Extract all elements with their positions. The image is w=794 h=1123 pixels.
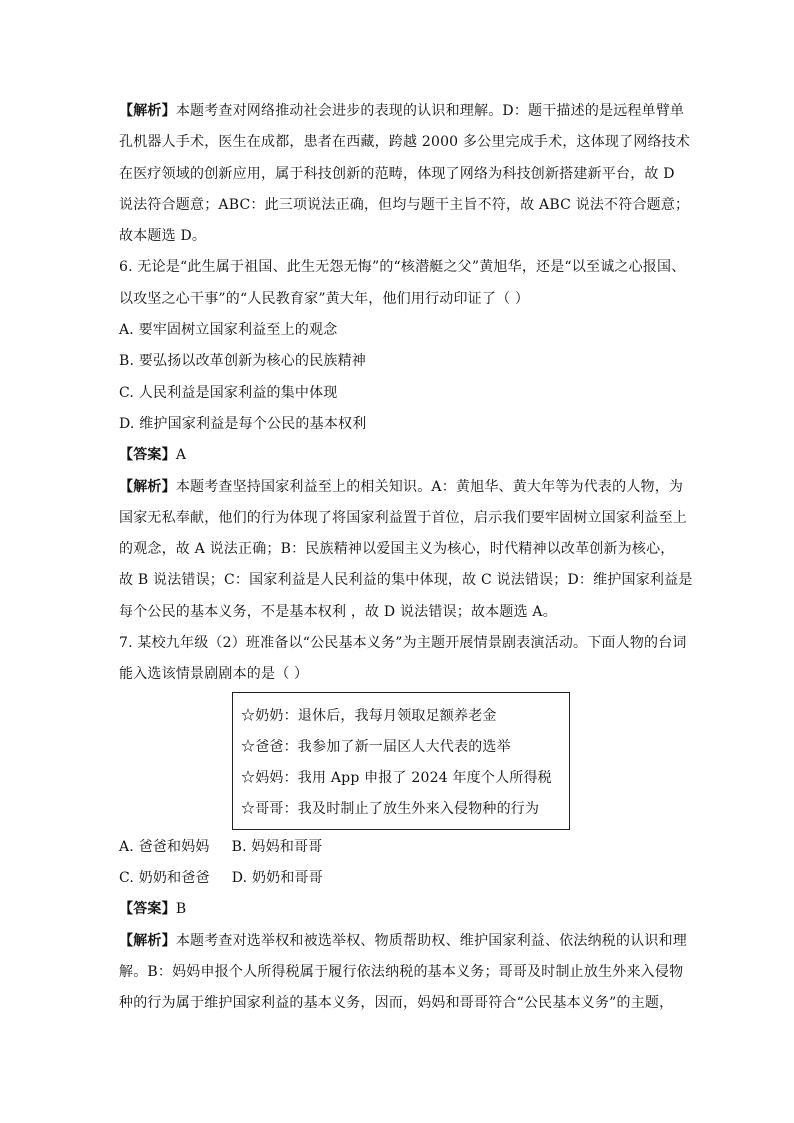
question-6-stem-line-1: 6. 无论是“此生属于祖国、此生无怨无悔”的“核潜艇之父”黄旭华，还是“以至诚之心报国、 (119, 259, 686, 276)
question-7-option-d: D. 奶奶和哥哥 (231, 869, 323, 886)
answer-value: A (175, 447, 187, 464)
question-6-stem-line-2: 以攻坚之心干事”的“人民教育家”黄大年，他们用行动印证了（ ） (119, 290, 530, 307)
dialogue-line-grandma: ☆奶奶：退休后，我每月领取足额养老金 (241, 707, 497, 724)
analysis-tag: 【解析】 (119, 478, 176, 495)
analysis-text: 本题考查坚持国家利益至上的相关知识。A：黄旭华、黄大年等为代表的人物，为 (175, 478, 684, 495)
question-7-option-b: B. 妈妈和哥哥 (231, 838, 323, 855)
question-7-option-a: A. 爸爸和妈妈 (119, 838, 210, 855)
question-6-option-b: B. 要弘扬以改革创新为核心的民族精神 (119, 353, 366, 370)
analysis-q5-line-3: 在医疗领域的创新应用，属于科技创新的范畴，体现了网络为科技创新搭建新平台，故 D (119, 165, 675, 182)
analysis-q5-line-5: 故本题选 D。 (119, 228, 207, 245)
question-6-option-a: A. 要牢固树立国家利益至上的观念 (119, 322, 338, 339)
analysis-q5-line-4: 说法符合题意；ABC：此三项说法正确，但均与题干主旨不符，故 ABC 说法不符合题意； (119, 196, 690, 213)
question-7-answer (119, 894, 684, 925)
answer-tag: 【答案】 (119, 901, 176, 918)
analysis-q5-line-1 (119, 96, 684, 127)
analysis-q5-line-2: 孔机器人手术，医生在成都，患者在西藏，跨越 2000 多公里完成手术，这体现了网络技术 (119, 134, 691, 151)
question-7-options-row-2 (119, 863, 684, 894)
question-6-analysis-line-2: 国家无私奉献，他们的行为体现了将国家利益置于首位，启示我们要牢固树立国家利益至上 (119, 509, 687, 526)
question-7-analysis-line-2: 解。B：妈妈申报个人所得税属于履行依法纳税的基本义务；哥哥及时制止放生外来入侵物 (119, 963, 684, 980)
question-6-option-d: D. 维护国家利益是每个公民的基本权利 (119, 415, 367, 432)
dialogue-line-dad: ☆爸爸：我参加了新一届区人大代表的选举 (241, 738, 511, 755)
question-7-analysis-line-3: 种的行为属于维护国家利益的基本义务，因而，妈妈和哥哥符合“公民基本义务”的主题， (119, 995, 674, 1012)
question-6-analysis-line-4: 故 B 说法错误；C：国家利益是人民利益的集中体现，故 C 说法错误；D：维护国家利益是 (119, 572, 693, 589)
question-7-stem-line-2: 能入选该情景剧剧本的是（ ） (119, 666, 309, 683)
analysis-text: 本题考查对选举权和被选举权、物质帮助权、维护国家利益、依法纳税的认识和理 (175, 932, 688, 949)
answer-value: B (175, 901, 187, 918)
document-page (119, 96, 693, 1019)
question-6-analysis-line-1 (119, 472, 684, 503)
analysis-tag: 【解析】 (119, 932, 176, 949)
question-7-stem-line-1: 7. 某校九年级（2）班准备以“公民基本义务”为主题开展情景剧表演活动。下面人物的台词 (119, 635, 687, 652)
answer-tag: 【答案】 (119, 447, 176, 464)
dialogue-line-brother: ☆哥哥：我及时制止了放生外来入侵物种的行为 (241, 800, 540, 817)
question-6-analysis-line-5: 每个公民的基本义务，不是基本权利 ，故 D 说法错误；故本题选 A。 (119, 603, 557, 620)
question-7-options-row-1 (119, 832, 684, 863)
dialogue-line-mom: ☆妈妈：我用 App 申报了 2024 年度个人所得税 (241, 769, 552, 786)
question-6-analysis-line-3: 的观念，故 A 说法正确；B：民族精神以爱国主义为核心，时代精神以改革创新为核心， (119, 541, 675, 558)
question-7-option-c: C. 奶奶和爸爸 (119, 869, 210, 886)
analysis-tag: 【解析】 (119, 103, 176, 119)
question-6-answer (119, 440, 684, 471)
question-7-analysis-line-1 (119, 926, 688, 957)
analysis-text: 本题考查对网络推动社会进步的表现的认识和理解。D：题干描述的是远程单臂单 (175, 103, 685, 119)
question-6-option-c: C. 人民利益是国家利益的集中体现 (119, 384, 338, 401)
dialogue-box (232, 692, 570, 830)
